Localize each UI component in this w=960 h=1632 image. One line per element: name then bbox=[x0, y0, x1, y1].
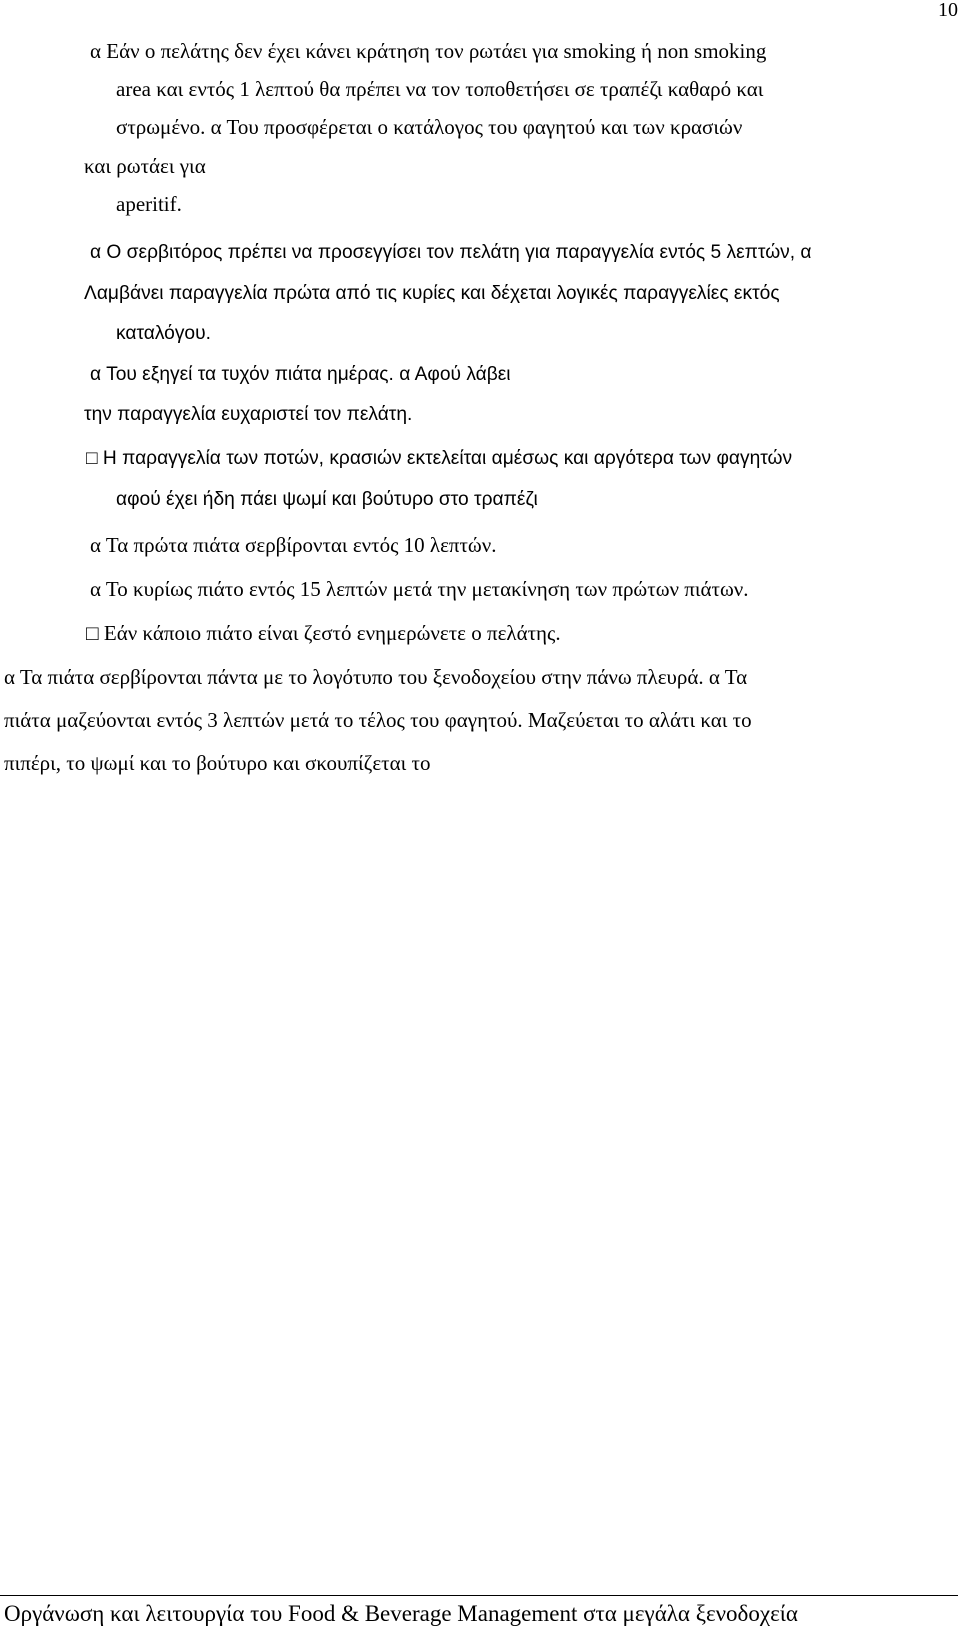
text-line: καταλόγου. bbox=[116, 323, 211, 344]
page-footer: Οργάνωση και λειτουργία του Food & Beverage Management στα μεγάλα ξενοδοχεία bbox=[4, 1601, 798, 1626]
text-line: α Τα πρώτα πιάτα σερβίρονται εντός 10 λεπτών. bbox=[90, 533, 497, 557]
text-line: aperitif. bbox=[116, 192, 182, 216]
page-number: 10 bbox=[938, 0, 958, 21]
text-line: στρωμένο. α Του προσφέρεται ο κατάλογος του φαγητού και των κρασιών bbox=[116, 115, 743, 139]
text-line: αφού έχει ήδη πάει ψωμί και βούτυρο στο τραπέζι bbox=[116, 489, 538, 510]
text-line: και ρωτάει για bbox=[84, 154, 206, 178]
text-line: area και εντός 1 λεπτού θα πρέπει να τον τοποθετήσει σε τραπέζι καθαρό και bbox=[116, 77, 764, 101]
text-line: πιπέρι, το ψωμί και το βούτυρο και σκουπίζεται το bbox=[4, 751, 431, 775]
text-line: Λαμβάνει παραγγελία πρώτα από τις κυρίες και δέχεται λογικές παραγγελίες εκτός bbox=[84, 283, 780, 304]
text-line: □ Εάν κάποιο πιάτο είναι ζεστό ενημερώνετε ο πελάτης. bbox=[86, 621, 561, 645]
text-line: α Το κυρίως πιάτο εντός 15 λεπτών μετά την μετακίνηση των πρώτων πιάτων. bbox=[90, 577, 749, 601]
text-line: α Ο σερβιτόρος πρέπει να προσεγγίσει τον πελάτη για παραγγελία εντός 5 λεπτών, α bbox=[90, 242, 812, 263]
text-line: □ Η παραγγελία των ποτών, κρασιών εκτελείται αμέσως και αργότερα των φαγητών bbox=[86, 448, 793, 469]
footer-divider bbox=[0, 1595, 958, 1596]
text-line: α Τα πιάτα σερβίρονται πάντα με το λογότυπο του ξενοδοχείου στην πάνω πλευρά. α Τα bbox=[4, 665, 748, 689]
text-line: την παραγγελία ευχαριστεί τον πελάτη. bbox=[84, 404, 413, 425]
text-line: α Εάν ο πελάτης δεν έχει κάνει κράτηση τον ρωτάει για smoking ή non smoking bbox=[90, 39, 767, 63]
text-line: πιάτα μαζεύονται εντός 3 λεπτών μετά το τέλος του φαγητού. Μαζεύεται το αλάτι και το bbox=[4, 708, 752, 732]
text-line: α Του εξηγεί τα τυχόν πιάτα ημέρας. α Αφού λάβει bbox=[90, 364, 511, 385]
